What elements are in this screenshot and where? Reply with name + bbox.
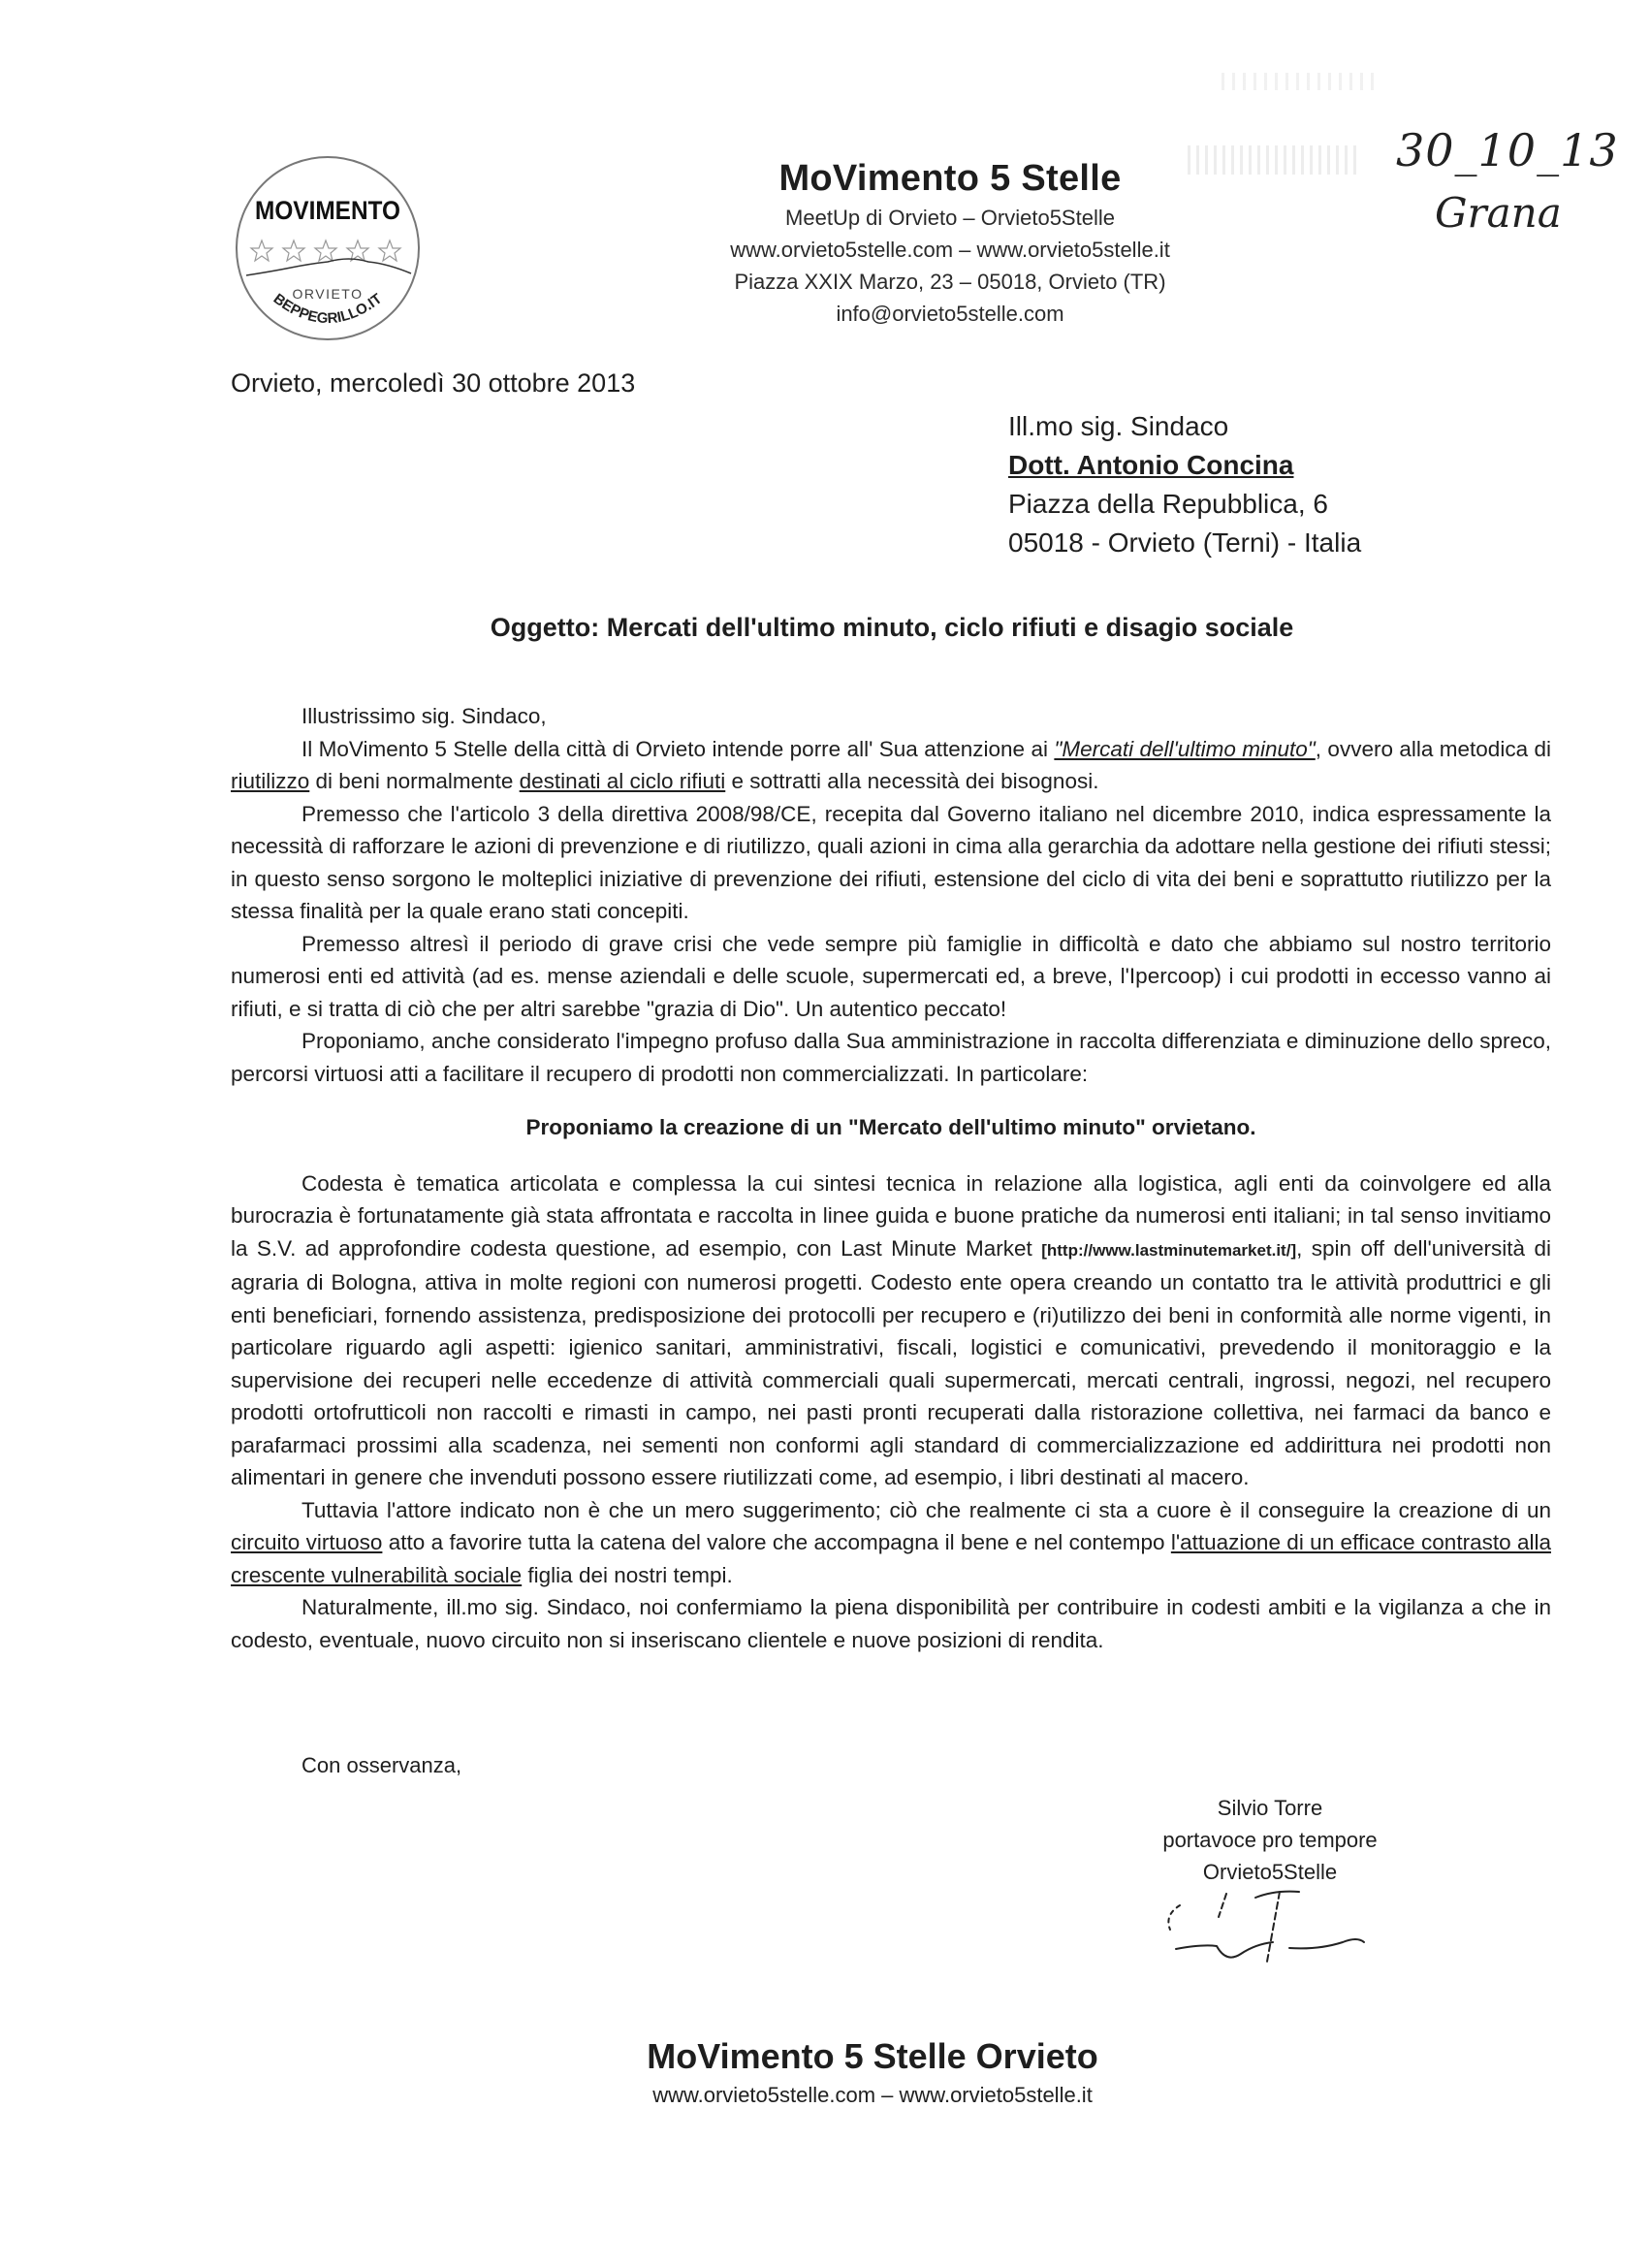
paragraph-intro bbox=[231, 733, 1551, 798]
letterhead-title: MoVimento 5 Stelle bbox=[778, 158, 1122, 199]
handwritten-initials: Grana bbox=[1435, 189, 1562, 237]
signer-role: portavoce pro tempore bbox=[1162, 1828, 1378, 1852]
text-span: Tuttavia l'attore indicato non è che un mero suggerimento; ciò che realmente ci sta a cuore è il conseguire la creazione di un bbox=[301, 1497, 1551, 1522]
paragraph-directive: Premesso che l'articolo 3 della direttiva 2008/98/CE, recepita dal Governo italiano nel dicembre 2010, indica espressamente la necessità di rafforzare le azioni di prevenzione e di riutilizzo, quali azioni in cima alla gerarchia da adottare nella gestione dei rifiuti stessi; in questo senso sorgono le molteplici iniziative di prevenzione dei rifiuti, estensione del ciclo di vita dei beni e soprattutto riutilizzo per la stessa finalità per la quale erano stati concepiti. bbox=[231, 801, 1551, 923]
text-span: di beni normalmente bbox=[309, 769, 520, 793]
movimento-logo bbox=[233, 153, 423, 343]
logo-emblem-icon bbox=[233, 153, 423, 343]
signer-block bbox=[1125, 1792, 1415, 1888]
handwritten-date: 30_10_13 bbox=[1396, 124, 1619, 176]
closing: Con osservanza, bbox=[301, 1753, 462, 1777]
footer-title: MoVimento 5 Stelle Orvieto bbox=[647, 2036, 1098, 2076]
text-span: Il MoVimento 5 Stelle della città di Orvieto intende porre all' Sua attenzione ai bbox=[301, 736, 1055, 761]
salutation: Illustrissimo sig. Sindaco, bbox=[301, 704, 547, 728]
svg-text:ORVIETO: ORVIETO bbox=[292, 286, 364, 302]
svg-text:MOVIMENTO: MOVIMENTO bbox=[255, 196, 400, 225]
recipient-address-street: Piazza della Repubblica, 6 bbox=[1008, 489, 1328, 519]
letterhead bbox=[669, 155, 1231, 330]
signer-group: Orvieto5Stelle bbox=[1202, 1860, 1338, 1884]
underlined-term: riutilizzo bbox=[231, 769, 310, 793]
letterhead-websites: www.orvieto5stelle.com – www.orvieto5stelle.it bbox=[730, 238, 1170, 262]
paragraph-proposal-intro: Proponiamo, anche considerato l'impegno profuso dalla Sua amministrazione in raccolta differenziata e diminuzione dello spreco, percorsi virtuosi atti a facilitare il recupero di prodotti non commercializzati. In particolare: bbox=[231, 1029, 1551, 1086]
paragraph-availability: Naturalmente, ill.mo sig. Sindaco, noi confermiamo la piena disponibilità per contribuire in codesti ambiti e la vigilanza a che in codesto, eventuale, nuovo circuito non si inseriscano clientele e nuove posizioni di rendita. bbox=[231, 1595, 1551, 1652]
text-span: Codesta è tematica articolata e complessa la cui sintesi tecnica in relazione alla logistica, agli enti da coinvolgere ed alla burocrazia è fortunatamente già stata affrontata e raccolta in linee guida e buone pratiche da numerosi enti italiani; in tal senso invitiamo la S.V. ad approfondire codesta questione, ad esempio, con Last Minute Market bbox=[231, 1170, 1551, 1261]
paragraph-virtuous-circuit bbox=[231, 1494, 1551, 1592]
underlined-term: circuito virtuoso bbox=[231, 1530, 383, 1554]
recipient-title: Ill.mo sig. Sindaco bbox=[1008, 411, 1229, 441]
last-minute-market-link[interactable]: [http://www.lastminutemarket.it/] bbox=[1041, 1240, 1297, 1260]
recipient-address-city: 05018 - Orvieto (Terni) - Italia bbox=[1008, 527, 1362, 558]
proposal-statement: Proponiamo la creazione di un "Mercato dell'ultimo minuto" orvietano. bbox=[525, 1115, 1256, 1139]
text-span: , ovvero alla metodica di bbox=[1315, 736, 1551, 761]
letterhead-address: Piazza XXIX Marzo, 23 – 05018, Orvieto (TR) bbox=[734, 270, 1166, 294]
paragraph-crisis: Premesso altresì il periodo di grave crisi che vede sempre più famiglie in difficoltà e dato che abbiamo sul nostro territorio numerosi enti ed attività (ad es. mense aziendali e delle scuole, supermercati ed, a breve, l'Ipercoop) i cui prodotti in eccesso vanno ai rifiuti, e si tratta di ciò che per altri sarebbe "grazia di Dio". Un autentico peccato! bbox=[231, 931, 1551, 1021]
signature-scribble-icon bbox=[1158, 1886, 1391, 1973]
recipient-block bbox=[1008, 407, 1361, 562]
footer bbox=[504, 2034, 1241, 2112]
signer-name: Silvio Torre bbox=[1217, 1796, 1323, 1820]
text-span: e sottratti alla necessità dei bisognosi. bbox=[725, 769, 1099, 793]
recipient-name: Dott. Antonio Concina bbox=[1008, 450, 1294, 480]
text-span: figlia dei nostri tempi. bbox=[522, 1562, 733, 1587]
underlined-phrase: l'attuazione di un efficace contrasto alla crescente vulnerabilità sociale bbox=[231, 1530, 1551, 1587]
paragraph-last-minute-market bbox=[231, 1167, 1551, 1494]
svg-text:BEPPEGRILLO.IT: BEPPEGRILLO.IT bbox=[270, 290, 386, 328]
faded-stamp bbox=[1188, 145, 1362, 175]
letterhead-meetup: MeetUp di Orvieto – Orvieto5Stelle bbox=[785, 206, 1115, 230]
letterhead-email: info@orvieto5stelle.com bbox=[836, 302, 1064, 326]
subject-line: Oggetto: Mercati dell'ultimo minuto, ciclo rifiuti e disagio sociale bbox=[490, 613, 1294, 642]
text-span: atto a favorire tutta la catena del valore che accompagna il bene e nel contempo bbox=[382, 1530, 1171, 1554]
text-span: , spin off dell'università di agraria di Bologna, attiva in molte regioni con numerosi progetti. Codesto ente opera creando un contatto tra le attività produttrici e gli enti beneficiari, fornendo assistenza, predisposizione dei protocolli per recupero e (ri)utilizzo dei beni in conformità alle norme vigenti, in particolare riguardo agli aspetti: igienico sanitari, amministrativi, fiscali, logistici e comunicativi, prevedendo il monitoraggio e la supervisione dei recuperi nelle eccedenze di attività commerciali quali supermercati, mercati centrali, ingrossi, negozi, nel recupero prodotti ortofrutticoli non raccolti e rimasti in campo, nei pasti pronti recuperati dalla ristorazione collettiva, nei farmaci da banco e parafarmaci prossimi alla scadenza, nei sementi non conformi agli standard di commercializzazione ed addirittura nei prodotti non alimentari in genere che invenduti possono essere riutilizzati come, ad esempio, i libri destinati al macero. bbox=[231, 1235, 1551, 1489]
letter-body bbox=[231, 700, 1551, 1656]
footer-websites: www.orvieto5stelle.com – www.orvieto5stelle.it bbox=[652, 2083, 1093, 2107]
faded-stamp-top bbox=[1222, 73, 1377, 90]
quoted-term: "Mercati dell'ultimo minuto" bbox=[1054, 736, 1316, 761]
underlined-term: destinati al ciclo rifiuti bbox=[519, 769, 726, 793]
place-date: Orvieto, mercoledì 30 ottobre 2013 bbox=[231, 368, 636, 398]
handwritten-signature bbox=[1158, 1886, 1391, 1973]
